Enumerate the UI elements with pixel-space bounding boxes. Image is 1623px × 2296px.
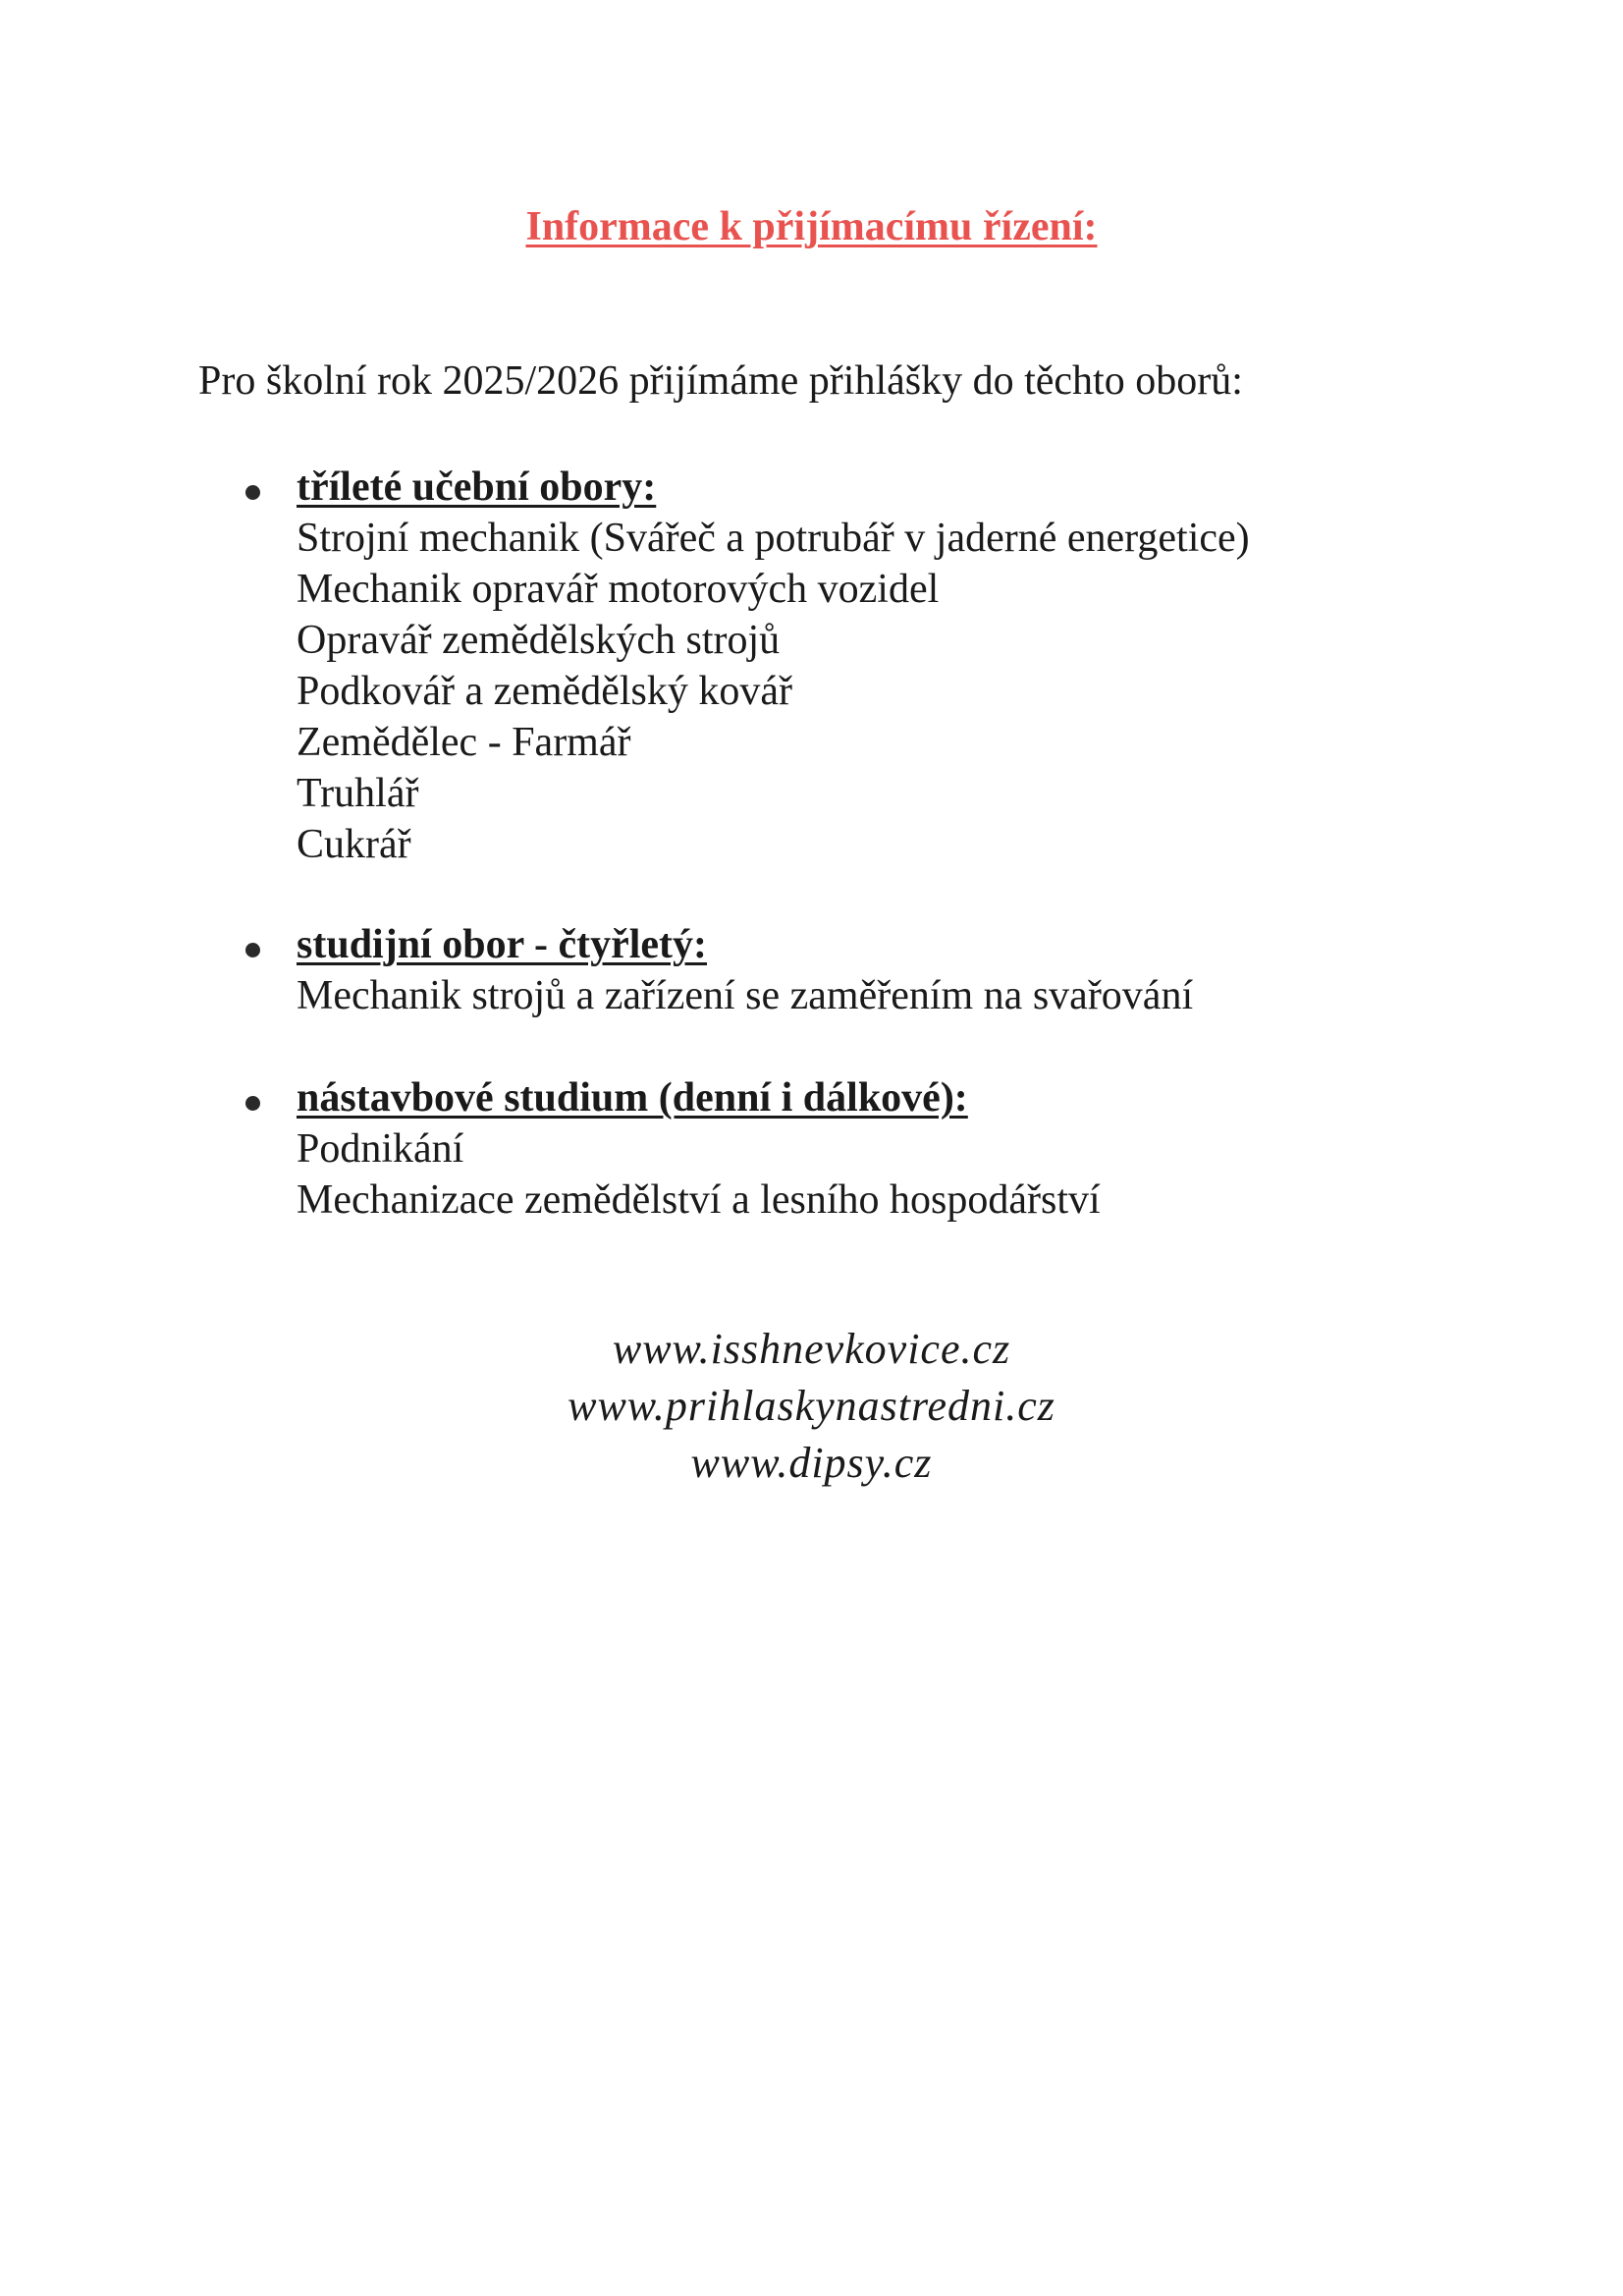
program-list: [297, 970, 1193, 1021]
program-list: [297, 513, 1250, 870]
section-heading: nástavbové studium (denní i dálkové):: [297, 1075, 968, 1121]
link-school-website[interactable]: www.isshnevkovice.cz: [612, 1325, 1011, 1373]
list-item: Cukrář: [297, 822, 411, 867]
intro-text: Pro školní rok 2025/2026 přijímáme přihlášky do těchto oborů:: [198, 358, 1243, 404]
list-item: Zemědělec - Farmář: [297, 720, 631, 765]
bullet-icon: [245, 1096, 260, 1111]
list-item: Strojní mechanik (Svářeč a potrubář v jaderné energetice): [297, 516, 1250, 561]
list-item: Mechanik opravář motorových vozidel: [297, 567, 940, 612]
bullet-icon: [245, 485, 260, 500]
program-list: [297, 1123, 1101, 1226]
section-heading: tříleté učební obory:: [297, 465, 657, 510]
list-item: Podkovář a zemědělský kovář: [297, 669, 793, 714]
bullet-icon: [245, 943, 260, 957]
list-item: Podnikání: [297, 1126, 464, 1172]
list-item: Mechanik strojů a zařízení se zaměřením na svařování: [297, 973, 1194, 1018]
list-item: Mechanizace zemědělství a lesního hospodářství: [297, 1177, 1101, 1223]
section-heading: studijní obor - čtyřletý:: [297, 922, 708, 967]
website-links: [0, 1321, 1623, 1492]
page-title: [0, 199, 1623, 254]
link-dipsy-website[interactable]: www.dipsy.cz: [690, 1439, 933, 1487]
list-item: Truhlář: [297, 771, 419, 816]
list-item: Opravář zemědělských strojů: [297, 618, 781, 663]
page-title-text: Informace k přijímacímu řízení:: [525, 204, 1098, 249]
link-applications-website[interactable]: www.prihlaskynastredni.cz: [568, 1382, 1055, 1430]
